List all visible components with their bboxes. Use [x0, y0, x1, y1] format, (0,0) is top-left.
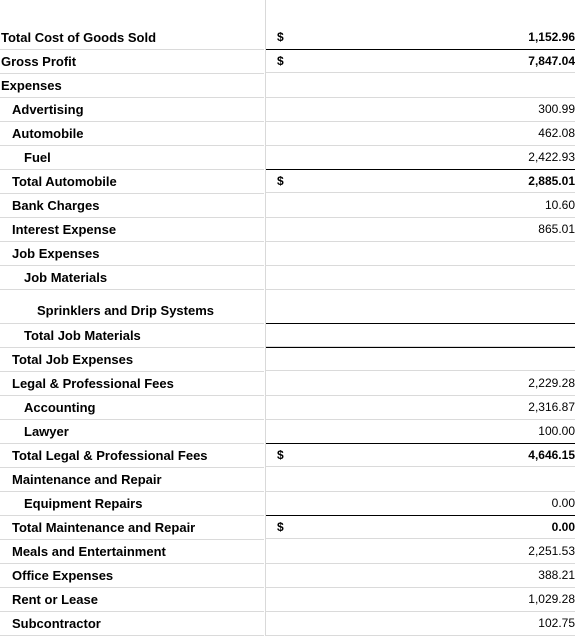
row-amount: 388.21	[538, 568, 575, 582]
report-row	[0, 492, 575, 516]
row-amount: 300.99	[538, 102, 575, 116]
row-value-cell	[266, 540, 575, 564]
row-value-cell	[266, 49, 575, 73]
currency-symbol: $	[277, 520, 284, 534]
row-label: Maintenance and Repair	[0, 468, 264, 492]
row-label: Gross Profit	[0, 50, 264, 74]
row-label: Automobile	[0, 122, 264, 146]
report-row	[0, 122, 575, 146]
row-label: Legal & Professional Fees	[0, 372, 264, 396]
row-label: Rent or Lease	[0, 588, 264, 612]
row-label: Equipment Repairs	[0, 492, 264, 516]
row-value-cell	[266, 122, 575, 146]
report-row	[0, 372, 575, 396]
currency-symbol: $	[277, 174, 284, 188]
report-row	[0, 194, 575, 218]
row-label: Lawyer	[0, 420, 264, 444]
report-row	[0, 74, 575, 98]
report-row	[0, 290, 575, 324]
row-amount: 4,646.15	[528, 448, 575, 462]
row-value-cell	[266, 372, 575, 396]
row-amount: 2,251.53	[528, 544, 575, 558]
row-amount: 7,847.04	[528, 54, 575, 68]
report-row	[0, 396, 575, 420]
row-label: Total Cost of Goods Sold	[0, 26, 264, 50]
row-label: Fuel	[0, 146, 264, 170]
currency-symbol: $	[277, 30, 284, 44]
report-row	[0, 612, 575, 636]
row-label: Total Job Expenses	[0, 348, 264, 372]
row-value-cell	[266, 443, 575, 467]
row-amount: 2,422.93	[528, 150, 575, 164]
row-value-cell	[266, 290, 575, 324]
row-label: Total Job Materials	[0, 324, 264, 348]
row-label: Total Maintenance and Repair	[0, 516, 264, 540]
row-amount: 1,029.28	[528, 592, 575, 606]
row-value-cell	[266, 242, 575, 266]
row-value-cell	[266, 347, 575, 371]
row-label: Meals and Entertainment	[0, 540, 264, 564]
row-value-cell	[266, 218, 575, 242]
report-row	[0, 26, 575, 50]
row-value-cell	[266, 194, 575, 218]
row-value-cell	[266, 74, 575, 98]
row-amount: 0.00	[551, 496, 575, 510]
report-row	[0, 324, 575, 348]
row-value-cell	[266, 420, 575, 444]
row-value-cell	[266, 146, 575, 170]
report-row	[0, 540, 575, 564]
row-value-cell	[266, 588, 575, 612]
row-amount: 100.00	[538, 424, 575, 438]
report-row	[0, 242, 575, 266]
report-row	[0, 50, 575, 74]
report-row	[0, 146, 575, 170]
report-row	[0, 266, 575, 290]
row-value-cell	[266, 564, 575, 588]
row-value-cell	[266, 492, 575, 516]
row-value-cell	[266, 396, 575, 420]
row-label: Accounting	[0, 396, 264, 420]
row-label: Total Automobile	[0, 170, 264, 194]
row-amount: 2,885.01	[528, 174, 575, 188]
row-label: Bank Charges	[0, 194, 264, 218]
currency-symbol: $	[277, 54, 284, 68]
row-value-cell	[266, 26, 575, 50]
row-value-cell	[266, 169, 575, 193]
row-value-cell	[266, 266, 575, 290]
row-label: Total Legal & Professional Fees	[0, 444, 264, 468]
row-value-cell	[266, 323, 575, 347]
report-row	[0, 588, 575, 612]
report-row	[0, 420, 575, 444]
row-label: Job Materials	[0, 266, 264, 290]
report-row	[0, 98, 575, 122]
row-label: Sprinklers and Drip Systems	[0, 290, 264, 324]
row-label: Interest Expense	[0, 218, 264, 242]
row-label: Expenses	[0, 74, 264, 98]
report-row	[0, 444, 575, 468]
row-amount: 2,229.28	[528, 376, 575, 390]
row-label: Advertising	[0, 98, 264, 122]
row-amount: 1,152.96	[528, 30, 575, 44]
row-value-cell	[266, 468, 575, 492]
report-row	[0, 564, 575, 588]
row-amount: 865.01	[538, 222, 575, 236]
report-row	[0, 516, 575, 540]
report-row	[0, 348, 575, 372]
report-row	[0, 218, 575, 242]
row-label: Subcontractor	[0, 612, 264, 636]
row-value-cell	[266, 612, 575, 636]
row-amount: 10.60	[544, 198, 575, 212]
row-amount: 102.75	[538, 616, 575, 630]
report-row	[0, 170, 575, 194]
report-row	[0, 468, 575, 492]
row-amount: 462.08	[538, 126, 575, 140]
row-amount: 0.00	[551, 520, 575, 534]
currency-symbol: $	[277, 448, 284, 462]
row-value-cell	[266, 515, 575, 539]
row-label: Office Expenses	[0, 564, 264, 588]
row-label: Job Expenses	[0, 242, 264, 266]
row-amount: 2,316.87	[528, 400, 575, 414]
row-value-cell	[266, 98, 575, 122]
